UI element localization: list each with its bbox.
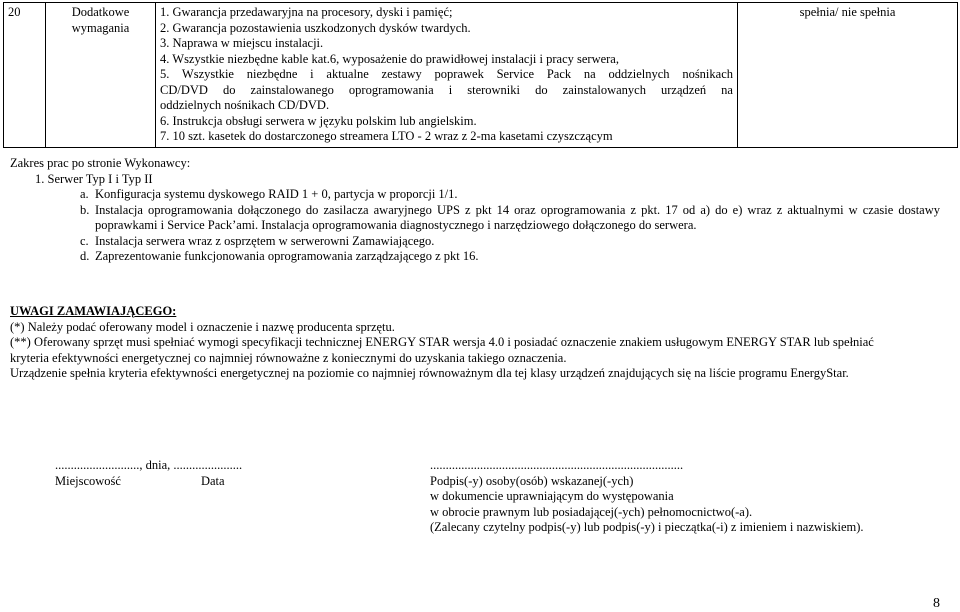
requirements-table xyxy=(3,2,958,148)
subitem-label: c. xyxy=(80,233,89,248)
signature-place-date xyxy=(55,458,242,489)
subitem-label: b. xyxy=(80,202,90,217)
scope-subitem xyxy=(80,249,940,265)
requirement-line: 4. Wszystkie niezbędne kable kat.6, wyposażenie do prawidłowej instalacji i pracy serwera, xyxy=(160,51,619,66)
notes-section xyxy=(10,304,940,382)
signature-dots: ................................................................................. xyxy=(430,458,684,472)
notes-title: UWAGI ZAMAWIAJĄCEGO: xyxy=(10,304,177,318)
signature-line: (Zalecany czytelny podpis(-y) lub podpis(-y) i pieczątka(-i) z imieniem i nazwiskiem). xyxy=(430,520,864,534)
requirement-line: 2. Gwarancja pozostawienia uszkodzonych dysków twardych. xyxy=(160,20,471,35)
note-line: Urządzenie spełnia kryteria efektywności energetycznej na poziomie co najmniej równoważnym dla tej klasy urządzeń znajdujących się na liście programu EnergyStar. xyxy=(10,366,849,380)
row-name-line: wymagania xyxy=(71,20,130,35)
row-name xyxy=(46,3,156,148)
subitem-text: Konfiguracja systemu dyskowego RAID 1 + 0, partycja w proporcji 1/1. xyxy=(95,187,458,201)
requirement-line: CD/DVD do zainstalowanego oprogramowania i sterowniki do zainstalowanych urządzeń na xyxy=(160,82,733,97)
requirement-line: 7. 10 szt. kasetek do dostarczonego streamera LTO - 2 wraz z 2-ma kasetami czyszczącym xyxy=(160,129,613,143)
signature-line: w dokumencie uprawniającym do występowania xyxy=(430,489,674,503)
subitem-label: a. xyxy=(80,187,89,201)
scope-heading: Zakres prac po stronie Wykonawcy: xyxy=(10,156,191,170)
scope-subitem xyxy=(80,234,940,250)
page-number: 8 xyxy=(933,596,940,611)
scope-item-1: 1. Serwer Typ I i Typ II xyxy=(35,171,153,186)
requirement-line: 5. Wszystkie niezbędne i aktualne zestawy poprawek Service Pack na oddzielnych nośnikach xyxy=(160,67,733,81)
note-line: kryteria efektywności energetycznej co najmniej równoważne z koniecznymi do uzyskania takiego oznaczenia. xyxy=(10,350,567,365)
row-name-line: Dodatkowe xyxy=(71,5,130,19)
subitem-text: Instalacja serwera wraz z osprzętem w serwerowni Zamawiającego. xyxy=(95,233,435,248)
place-label: Miejscowość xyxy=(55,473,121,488)
scope-section xyxy=(10,156,940,265)
place-date-labels xyxy=(55,474,242,490)
row-status: spełnia/ nie spełnia xyxy=(738,3,958,148)
signature-block xyxy=(430,458,864,536)
note-line: (**) Oferowany sprzęt musi spełniać wymogi specyfikacji technicznej ENERGY STAR wersja 4.0 i posiadać oznaczenie znakiem usługowym ENERGY STAR lub spełniać xyxy=(10,335,874,349)
subitem-text: Zaprezentowanie funkcjonowania oprogramowania zarządzającego z pkt 16. xyxy=(95,249,479,263)
requirement-line: oddzielnych nośnikach CD/DVD. xyxy=(160,98,330,112)
row-number: 20 xyxy=(4,3,46,148)
date-label: Data xyxy=(200,473,225,488)
subitem-text: Instalacja oprogramowania dołączonego do zasilacza awaryjnego UPS z pkt 14 oraz oprogramowania z pkt. 17 od a) do e) wraz z aktualnymi w czasie dostawy poprawkami i Service Pack’ami. Instalacja oprogramowania diagnostycznego i narzędziowego dołączonego do serwera. xyxy=(95,202,940,232)
table-row xyxy=(4,3,958,148)
subitem-label: d. xyxy=(80,249,90,263)
signature-line: Podpis(-y) osoby(osób) wskazanej(-ych) xyxy=(430,473,634,488)
requirement-line: 3. Naprawa w miejscu instalacji. xyxy=(160,36,324,50)
note-line: (*) Należy podać oferowany model i oznaczenie i nazwę producenta sprzętu. xyxy=(10,319,395,334)
scope-subitem xyxy=(80,187,940,203)
requirement-line: 1. Gwarancja przedawaryjna na procesory, dyski i pamięć; xyxy=(160,5,453,19)
scope-subitem xyxy=(80,203,940,234)
place-date-dots: ..........................., dnia, ...................... xyxy=(55,458,243,472)
requirement-line: 6. Instrukcja obsługi serwera w języku polskim lub angielskim. xyxy=(160,113,477,128)
signature-line: w obrocie prawnym lub posiadającej(-ych) pełnomocnictwo(-a). xyxy=(430,504,753,519)
row-requirements xyxy=(156,3,738,148)
